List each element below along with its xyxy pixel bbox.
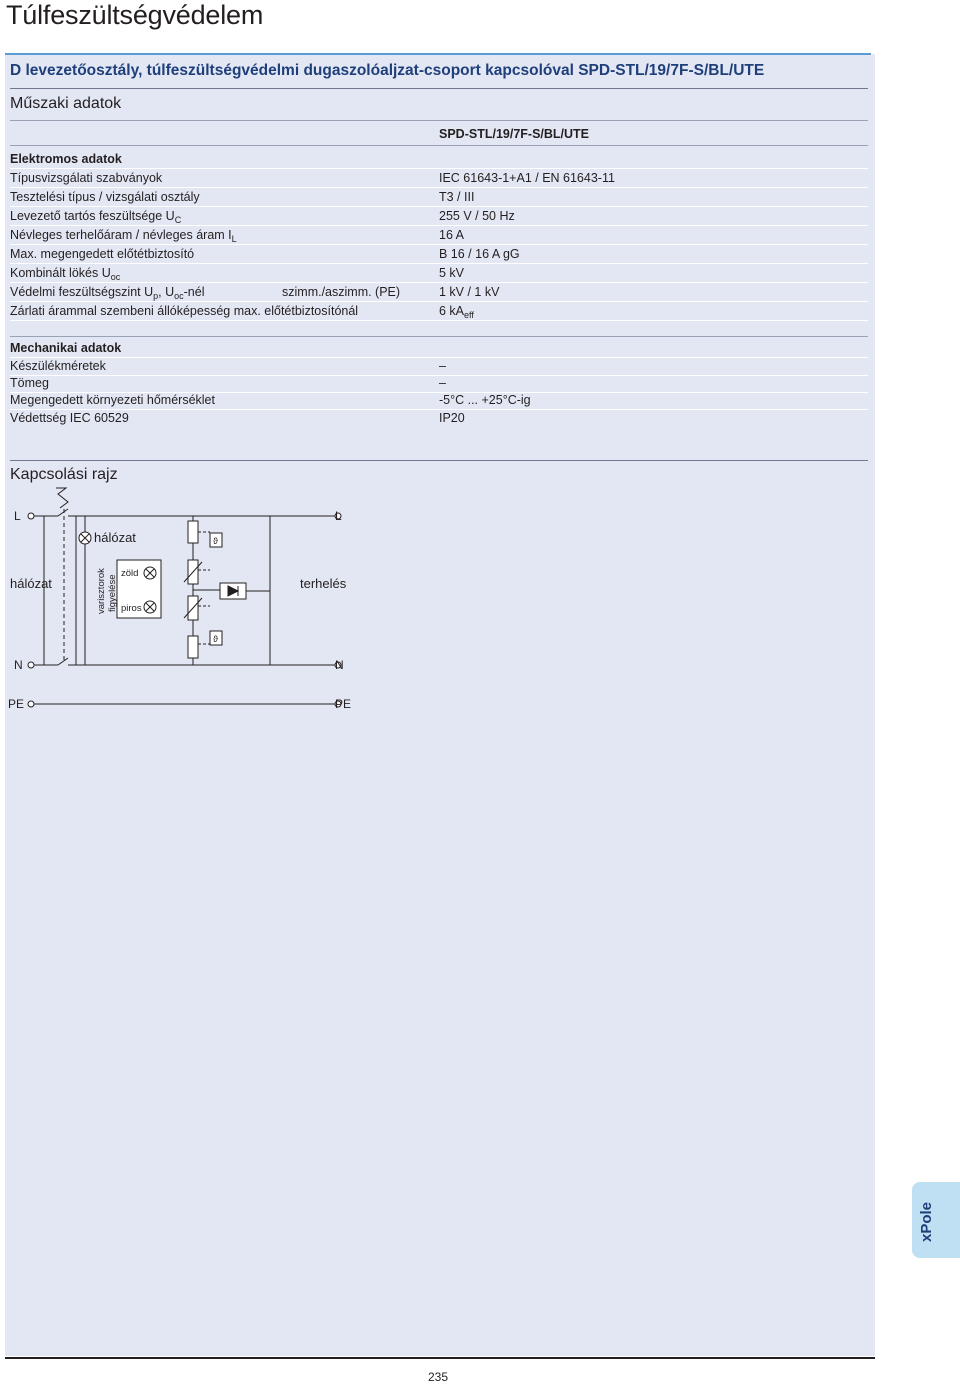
mechanical-row xyxy=(10,375,868,393)
electrical-row-value: 16 A xyxy=(439,228,465,242)
mechanical-row-value: – xyxy=(439,359,446,373)
footer-rule xyxy=(5,1357,875,1359)
electrical-row xyxy=(10,303,868,321)
l-label-left: L xyxy=(14,509,21,523)
monitor-label-2: figyelése xyxy=(107,574,118,612)
brand-tab-label: xPole xyxy=(918,1201,935,1242)
mechanical-row-value: – xyxy=(439,376,446,390)
electrical-row-value: 5 kV xyxy=(439,266,465,280)
electrical-heading-row xyxy=(10,151,868,169)
electrical-row xyxy=(10,227,868,245)
monitor-label-1: varisztorok xyxy=(96,568,107,614)
electrical-row-label: Típusvizsgálati szabványok xyxy=(10,171,163,185)
electrical-row-label: Levezető tartós feszültsége $U_C$ xyxy=(10,209,182,225)
mechanical-row-label: Védettség IEC 60529 xyxy=(10,411,129,425)
n-label-right: N xyxy=(335,658,344,672)
electrical-row-value: 255 V / 50 Hz xyxy=(439,209,515,223)
electrical-row xyxy=(10,189,868,207)
green-lamp-label: zöld xyxy=(121,568,139,579)
electrical-row-label: Zárlati árammal szembeni állóképesség max. előtétbiztosítónál xyxy=(10,304,359,318)
divider xyxy=(10,88,868,89)
electrical-heading: Elektromos adatok xyxy=(10,152,122,166)
divider xyxy=(10,120,868,121)
electrical-row-label: Kombinált lökés $U_{oc}$ xyxy=(10,266,121,282)
pe-label-left: PE xyxy=(8,697,25,711)
mechanical-heading-row xyxy=(10,340,868,358)
electrical-row-value: B 16 / 16 A gG xyxy=(439,247,520,261)
column-header: SPD-STL/19/7F-S/BL/UTE xyxy=(439,127,590,141)
electrical-row-value: IEC 61643-1+A1 / EN 61643-11 xyxy=(439,171,615,185)
thermal-symbol-top: ϑ xyxy=(213,536,218,546)
page-title: Túlfeszültségvédelem xyxy=(6,0,264,30)
electrical-row-label: Védelmi feszültségszint $U_p$, $U_{oc}$-nél xyxy=(10,285,205,301)
divider xyxy=(10,145,868,146)
electrical-row xyxy=(10,284,868,302)
circuit-diagram xyxy=(0,480,400,720)
divider xyxy=(10,460,868,461)
electrical-row-condition: szimm./aszimm. (PE) xyxy=(282,285,401,299)
electrical-row-label: Névleges terhelőáram / névleges áram $I_L$ xyxy=(10,228,237,244)
mechanical-row-label: Tömeg xyxy=(10,376,49,390)
mechanical-row-value: -5°C ... +25°C-ig xyxy=(439,393,531,407)
electrical-row-value: 1 kV / 1 kV xyxy=(439,285,500,299)
divider xyxy=(10,336,868,337)
mains-lamp-label: hálózat xyxy=(94,530,136,545)
electrical-row-value: 6 $kA_{eff}$ xyxy=(439,304,474,320)
red-lamp-label: piros xyxy=(121,603,142,614)
tech-data-heading: Műszaki adatok xyxy=(10,95,122,112)
mechanical-row-value: IP20 xyxy=(439,411,465,425)
electrical-row xyxy=(10,246,868,264)
pe-label-right: PE xyxy=(335,697,352,711)
l-label-right: L xyxy=(335,509,342,523)
page-number: 235 xyxy=(428,1370,449,1384)
electrical-row-value: T3 / III xyxy=(439,190,475,204)
mechanical-row xyxy=(10,358,868,376)
panel-top-rule xyxy=(5,53,871,55)
mains-side-label: hálózat xyxy=(10,576,52,591)
n-label-left: N xyxy=(14,658,23,672)
electrical-row-label: Tesztelési típus / vizsgálati osztály xyxy=(10,190,200,204)
mechanical-row xyxy=(10,392,868,410)
diagram-heading: Kapcsolási rajz xyxy=(10,466,118,483)
thermal-symbol-bottom: ϑ xyxy=(213,634,218,644)
electrical-row-label: Max. megengedett előtétbiztosító xyxy=(10,247,195,261)
mechanical-row-label: Megengedett környezeti hőmérséklet xyxy=(10,393,215,407)
electrical-row xyxy=(10,265,868,283)
electrical-row xyxy=(10,208,868,226)
load-label: terhelés xyxy=(300,576,347,591)
mechanical-row xyxy=(10,410,868,428)
mechanical-row-label: Készülékméretek xyxy=(10,359,106,373)
product-title: D levezetőosztály, túlfeszültségvédelmi dugaszolóaljzat-csoport kapcsolóval SPD-STL/19/7F-S/BL/UTE xyxy=(10,62,765,79)
electrical-row xyxy=(10,170,868,188)
mechanical-heading: Mechanikai adatok xyxy=(10,341,122,355)
